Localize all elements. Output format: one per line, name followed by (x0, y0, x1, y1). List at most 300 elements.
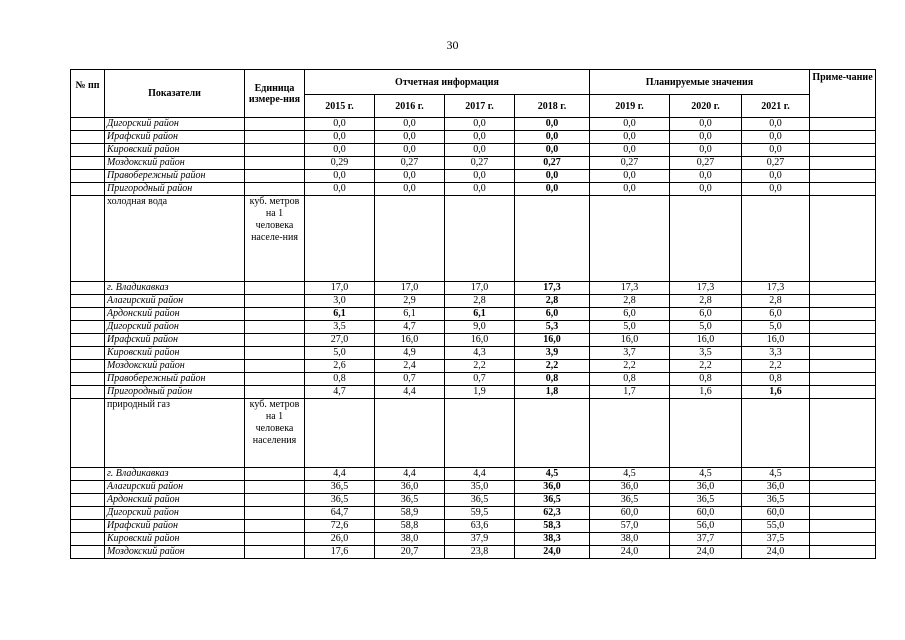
value-cell: 2,4 (375, 360, 445, 373)
value-cell: 2,2 (742, 360, 810, 373)
row-number-cell (71, 183, 105, 196)
value-cell: 0,0 (515, 118, 590, 131)
value-cell (742, 399, 810, 468)
note-cell (810, 170, 876, 183)
row-name: Моздокский район (105, 360, 245, 373)
value-cell: 0,0 (590, 170, 670, 183)
row-number-cell (71, 386, 105, 399)
row-number-cell (71, 546, 105, 559)
value-cell: 0,0 (515, 183, 590, 196)
value-cell: 0,0 (742, 144, 810, 157)
row-name: Правобережный район (105, 170, 245, 183)
row-name: Моздокский район (105, 157, 245, 170)
value-cell: 0,8 (742, 373, 810, 386)
row-unit-cell (245, 520, 305, 533)
value-cell: 36,5 (305, 494, 375, 507)
value-cell: 0,0 (445, 144, 515, 157)
table-row (71, 157, 876, 170)
value-cell: 5,3 (515, 321, 590, 334)
value-cell: 4,7 (375, 321, 445, 334)
row-unit-cell (245, 533, 305, 546)
value-cell: 0,0 (742, 170, 810, 183)
row-unit-cell (245, 546, 305, 559)
table-row (71, 507, 876, 520)
value-cell: 17,3 (590, 282, 670, 295)
row-name: Моздокский район (105, 546, 245, 559)
value-cell: 0,27 (515, 157, 590, 170)
value-cell (375, 399, 445, 468)
value-cell: 2,8 (670, 295, 742, 308)
row-number-cell (71, 196, 105, 282)
value-cell: 5,0 (590, 321, 670, 334)
value-cell: 4,9 (375, 347, 445, 360)
note-cell (810, 144, 876, 157)
value-cell: 0,0 (670, 183, 742, 196)
value-cell: 36,0 (515, 481, 590, 494)
value-cell: 2,6 (305, 360, 375, 373)
value-cell: 1,6 (742, 386, 810, 399)
table-row (71, 533, 876, 546)
row-number-cell (71, 144, 105, 157)
value-cell: 17,0 (305, 282, 375, 295)
value-cell: 63,6 (445, 520, 515, 533)
row-unit-cell (245, 131, 305, 144)
value-cell (742, 196, 810, 282)
row-unit-cell (245, 481, 305, 494)
value-cell: 0,0 (445, 131, 515, 144)
note-cell (810, 494, 876, 507)
row-name: Алагирский район (105, 481, 245, 494)
value-cell: 6,0 (515, 308, 590, 321)
value-cell: 0,0 (590, 183, 670, 196)
value-cell: 17,3 (670, 282, 742, 295)
row-name: Кировский район (105, 144, 245, 157)
header-note: Приме-чание (810, 70, 876, 118)
note-cell (810, 481, 876, 494)
note-cell (810, 196, 876, 282)
value-cell: 1,9 (445, 386, 515, 399)
value-cell: 6,0 (742, 308, 810, 321)
value-cell: 0,27 (670, 157, 742, 170)
value-cell: 60,0 (670, 507, 742, 520)
value-cell: 0,0 (742, 118, 810, 131)
value-cell (375, 196, 445, 282)
value-cell: 0,0 (445, 118, 515, 131)
table-row (71, 520, 876, 533)
value-cell (515, 399, 590, 468)
header-planned: Планируемые значения (590, 70, 810, 95)
page-number: 30 (446, 38, 459, 52)
value-cell: 0,0 (742, 131, 810, 144)
value-cell: 0,0 (590, 144, 670, 157)
value-cell (670, 196, 742, 282)
note-cell (810, 321, 876, 334)
value-cell: 38,0 (375, 533, 445, 546)
section-name: природный газ (105, 399, 245, 468)
table-row (71, 131, 876, 144)
value-cell: 36,5 (305, 481, 375, 494)
table-row (71, 170, 876, 183)
value-cell: 0,29 (305, 157, 375, 170)
value-cell: 6,0 (590, 308, 670, 321)
table-row (71, 321, 876, 334)
table-row (71, 282, 876, 295)
value-cell: 0,8 (515, 373, 590, 386)
value-cell: 2,8 (515, 295, 590, 308)
row-unit-cell (245, 386, 305, 399)
table-row (71, 295, 876, 308)
value-cell: 0,0 (590, 131, 670, 144)
table-row (71, 546, 876, 559)
table-row (71, 373, 876, 386)
value-cell: 2,9 (375, 295, 445, 308)
value-cell: 4,3 (445, 347, 515, 360)
row-name: Дигорский район (105, 507, 245, 520)
row-name: г. Владикавказ (105, 468, 245, 481)
note-cell (810, 308, 876, 321)
note-cell (810, 347, 876, 360)
table-row (71, 347, 876, 360)
row-name: Пригородный район (105, 183, 245, 196)
header-year: 2020 г. (670, 95, 742, 118)
value-cell: 36,0 (742, 481, 810, 494)
note-cell (810, 360, 876, 373)
row-name: Ирафский район (105, 131, 245, 144)
value-cell: 3,7 (590, 347, 670, 360)
value-cell (590, 196, 670, 282)
value-cell (305, 196, 375, 282)
value-cell: 24,0 (670, 546, 742, 559)
value-cell: 0,0 (670, 118, 742, 131)
value-cell: 0,27 (742, 157, 810, 170)
table-row (71, 144, 876, 157)
value-cell: 24,0 (742, 546, 810, 559)
row-unit-cell (245, 118, 305, 131)
row-name: Дигорский район (105, 118, 245, 131)
row-unit-cell (245, 295, 305, 308)
value-cell: 0,0 (305, 183, 375, 196)
value-cell: 23,8 (445, 546, 515, 559)
value-cell: 17,0 (375, 282, 445, 295)
note-cell (810, 157, 876, 170)
row-number-cell (71, 360, 105, 373)
value-cell: 4,5 (742, 468, 810, 481)
value-cell: 24,0 (515, 546, 590, 559)
value-cell: 0,0 (375, 131, 445, 144)
value-cell: 16,0 (670, 334, 742, 347)
value-cell: 6,1 (305, 308, 375, 321)
value-cell: 58,9 (375, 507, 445, 520)
value-cell: 36,5 (515, 494, 590, 507)
value-cell: 3,5 (305, 321, 375, 334)
value-cell: 0,0 (375, 118, 445, 131)
row-unit-cell (245, 334, 305, 347)
row-name: Пригородный район (105, 386, 245, 399)
note-cell (810, 373, 876, 386)
value-cell: 55,0 (742, 520, 810, 533)
value-cell: 5,0 (742, 321, 810, 334)
value-cell: 0,27 (375, 157, 445, 170)
value-cell: 0,0 (305, 131, 375, 144)
value-cell: 27,0 (305, 334, 375, 347)
note-cell (810, 546, 876, 559)
value-cell: 4,7 (305, 386, 375, 399)
row-number-cell (71, 321, 105, 334)
value-cell: 0,8 (590, 373, 670, 386)
value-cell: 0,27 (445, 157, 515, 170)
note-cell (810, 334, 876, 347)
note-cell (810, 399, 876, 468)
row-unit-cell (245, 170, 305, 183)
table-row (71, 334, 876, 347)
value-cell: 1,6 (670, 386, 742, 399)
value-cell: 58,3 (515, 520, 590, 533)
header-year: 2017 г. (445, 95, 515, 118)
value-cell (590, 399, 670, 468)
note-cell (810, 468, 876, 481)
table-row (71, 481, 876, 494)
value-cell: 1,8 (515, 386, 590, 399)
value-cell: 0,0 (445, 170, 515, 183)
row-number-cell (71, 481, 105, 494)
row-name: Ирафский район (105, 334, 245, 347)
value-cell: 6,1 (375, 308, 445, 321)
row-name: г. Владикавказ (105, 282, 245, 295)
row-name: Ардонский район (105, 494, 245, 507)
row-unit-cell (245, 373, 305, 386)
value-cell: 16,0 (742, 334, 810, 347)
row-name: Кировский район (105, 533, 245, 546)
value-cell: 36,0 (590, 481, 670, 494)
value-cell (305, 399, 375, 468)
header-reported: Отчетная информация (305, 70, 590, 95)
table-row (71, 308, 876, 321)
table-row (71, 494, 876, 507)
value-cell: 35,0 (445, 481, 515, 494)
value-cell: 37,5 (742, 533, 810, 546)
value-cell: 26,0 (305, 533, 375, 546)
value-cell: 57,0 (590, 520, 670, 533)
value-cell: 3,5 (670, 347, 742, 360)
value-cell: 16,0 (515, 334, 590, 347)
value-cell: 4,4 (375, 386, 445, 399)
value-cell: 6,0 (670, 308, 742, 321)
section-unit: куб. метров на 1 человека населения (245, 399, 305, 468)
row-unit-cell (245, 494, 305, 507)
value-cell (445, 196, 515, 282)
row-number-cell (71, 373, 105, 386)
header-indicators: Показатели (105, 70, 245, 118)
note-cell (810, 507, 876, 520)
row-name: Правобережный район (105, 373, 245, 386)
value-cell: 0,7 (445, 373, 515, 386)
value-cell: 17,6 (305, 546, 375, 559)
value-cell: 16,0 (590, 334, 670, 347)
row-number-cell (71, 170, 105, 183)
row-number-cell (71, 494, 105, 507)
value-cell: 0,0 (515, 170, 590, 183)
row-name: Алагирский район (105, 295, 245, 308)
value-cell: 5,0 (305, 347, 375, 360)
value-cell: 5,0 (670, 321, 742, 334)
header-no: № пп (71, 70, 105, 118)
row-unit-cell (245, 507, 305, 520)
header-year: 2015 г. (305, 95, 375, 118)
row-name: Кировский район (105, 347, 245, 360)
value-cell: 56,0 (670, 520, 742, 533)
table-row (71, 360, 876, 373)
value-cell: 0,8 (670, 373, 742, 386)
row-unit-cell (245, 282, 305, 295)
value-cell: 36,5 (670, 494, 742, 507)
row-number-cell (71, 118, 105, 131)
value-cell: 0,0 (515, 131, 590, 144)
value-cell: 62,3 (515, 507, 590, 520)
value-cell: 1,7 (590, 386, 670, 399)
note-cell (810, 118, 876, 131)
value-cell: 0,0 (742, 183, 810, 196)
row-number-cell (71, 507, 105, 520)
value-cell: 37,9 (445, 533, 515, 546)
row-number-cell (71, 399, 105, 468)
header-year: 2019 г. (590, 95, 670, 118)
note-cell (810, 520, 876, 533)
row-unit-cell (245, 468, 305, 481)
value-cell: 36,5 (375, 494, 445, 507)
value-cell: 2,2 (445, 360, 515, 373)
value-cell: 72,6 (305, 520, 375, 533)
row-number-cell (71, 468, 105, 481)
value-cell: 2,8 (590, 295, 670, 308)
value-cell: 3,3 (742, 347, 810, 360)
row-number-cell (71, 282, 105, 295)
value-cell: 0,0 (375, 170, 445, 183)
note-cell (810, 282, 876, 295)
row-unit-cell (245, 347, 305, 360)
value-cell: 2,2 (590, 360, 670, 373)
value-cell: 0,7 (375, 373, 445, 386)
value-cell: 0,0 (305, 144, 375, 157)
value-cell: 36,5 (590, 494, 670, 507)
value-cell: 0,8 (305, 373, 375, 386)
value-cell: 16,0 (445, 334, 515, 347)
row-unit-cell (245, 144, 305, 157)
table-row (71, 196, 876, 282)
value-cell: 2,2 (670, 360, 742, 373)
row-unit-cell (245, 183, 305, 196)
value-cell: 4,5 (590, 468, 670, 481)
table-row (71, 399, 876, 468)
row-number-cell (71, 131, 105, 144)
value-cell: 59,5 (445, 507, 515, 520)
row-name: Ардонский район (105, 308, 245, 321)
value-cell: 64,7 (305, 507, 375, 520)
value-cell: 4,4 (445, 468, 515, 481)
value-cell: 0,0 (590, 118, 670, 131)
value-cell: 4,4 (375, 468, 445, 481)
value-cell: 6,1 (445, 308, 515, 321)
row-unit-cell (245, 157, 305, 170)
value-cell: 17,3 (742, 282, 810, 295)
indicators-table (70, 69, 876, 559)
row-number-cell (71, 295, 105, 308)
value-cell: 0,0 (375, 183, 445, 196)
note-cell (810, 295, 876, 308)
value-cell: 60,0 (590, 507, 670, 520)
row-number-cell (71, 157, 105, 170)
note-cell (810, 533, 876, 546)
value-cell: 38,3 (515, 533, 590, 546)
value-cell (445, 399, 515, 468)
value-cell: 36,0 (670, 481, 742, 494)
value-cell: 38,0 (590, 533, 670, 546)
header-year: 2016 г. (375, 95, 445, 118)
row-unit-cell (245, 308, 305, 321)
value-cell: 0,0 (670, 131, 742, 144)
value-cell: 17,0 (445, 282, 515, 295)
section-name: холодная вода (105, 196, 245, 282)
value-cell: 4,4 (305, 468, 375, 481)
note-cell (810, 131, 876, 144)
table-row (71, 386, 876, 399)
value-cell: 4,5 (515, 468, 590, 481)
value-cell: 0,0 (515, 144, 590, 157)
value-cell: 0,0 (305, 118, 375, 131)
value-cell: 3,0 (305, 295, 375, 308)
table-row (71, 468, 876, 481)
row-number-cell (71, 533, 105, 546)
table-row (71, 118, 876, 131)
note-cell (810, 183, 876, 196)
value-cell: 37,7 (670, 533, 742, 546)
value-cell: 36,5 (445, 494, 515, 507)
value-cell: 36,0 (375, 481, 445, 494)
value-cell: 60,0 (742, 507, 810, 520)
row-number-cell (71, 347, 105, 360)
value-cell: 36,5 (742, 494, 810, 507)
row-unit-cell (245, 321, 305, 334)
note-cell (810, 386, 876, 399)
value-cell (670, 399, 742, 468)
header-year: 2021 г. (742, 95, 810, 118)
value-cell: 3,9 (515, 347, 590, 360)
value-cell: 0,0 (670, 144, 742, 157)
row-name: Дигорский район (105, 321, 245, 334)
value-cell: 2,2 (515, 360, 590, 373)
value-cell: 58,8 (375, 520, 445, 533)
row-unit-cell (245, 360, 305, 373)
value-cell: 20,7 (375, 546, 445, 559)
header-year: 2018 г. (515, 95, 590, 118)
value-cell: 0,0 (670, 170, 742, 183)
value-cell: 17,3 (515, 282, 590, 295)
section-unit: куб. метров на 1 человека населе-ния (245, 196, 305, 282)
value-cell: 2,8 (445, 295, 515, 308)
header-unit: Единица измере-ния (245, 70, 305, 118)
value-cell: 0,27 (590, 157, 670, 170)
value-cell: 0,0 (375, 144, 445, 157)
value-cell: 9,0 (445, 321, 515, 334)
value-cell: 2,8 (742, 295, 810, 308)
value-cell: 0,0 (305, 170, 375, 183)
row-number-cell (71, 334, 105, 347)
row-number-cell (71, 520, 105, 533)
value-cell: 16,0 (375, 334, 445, 347)
value-cell (515, 196, 590, 282)
value-cell: 4,5 (670, 468, 742, 481)
value-cell: 0,0 (445, 183, 515, 196)
table-row (71, 183, 876, 196)
